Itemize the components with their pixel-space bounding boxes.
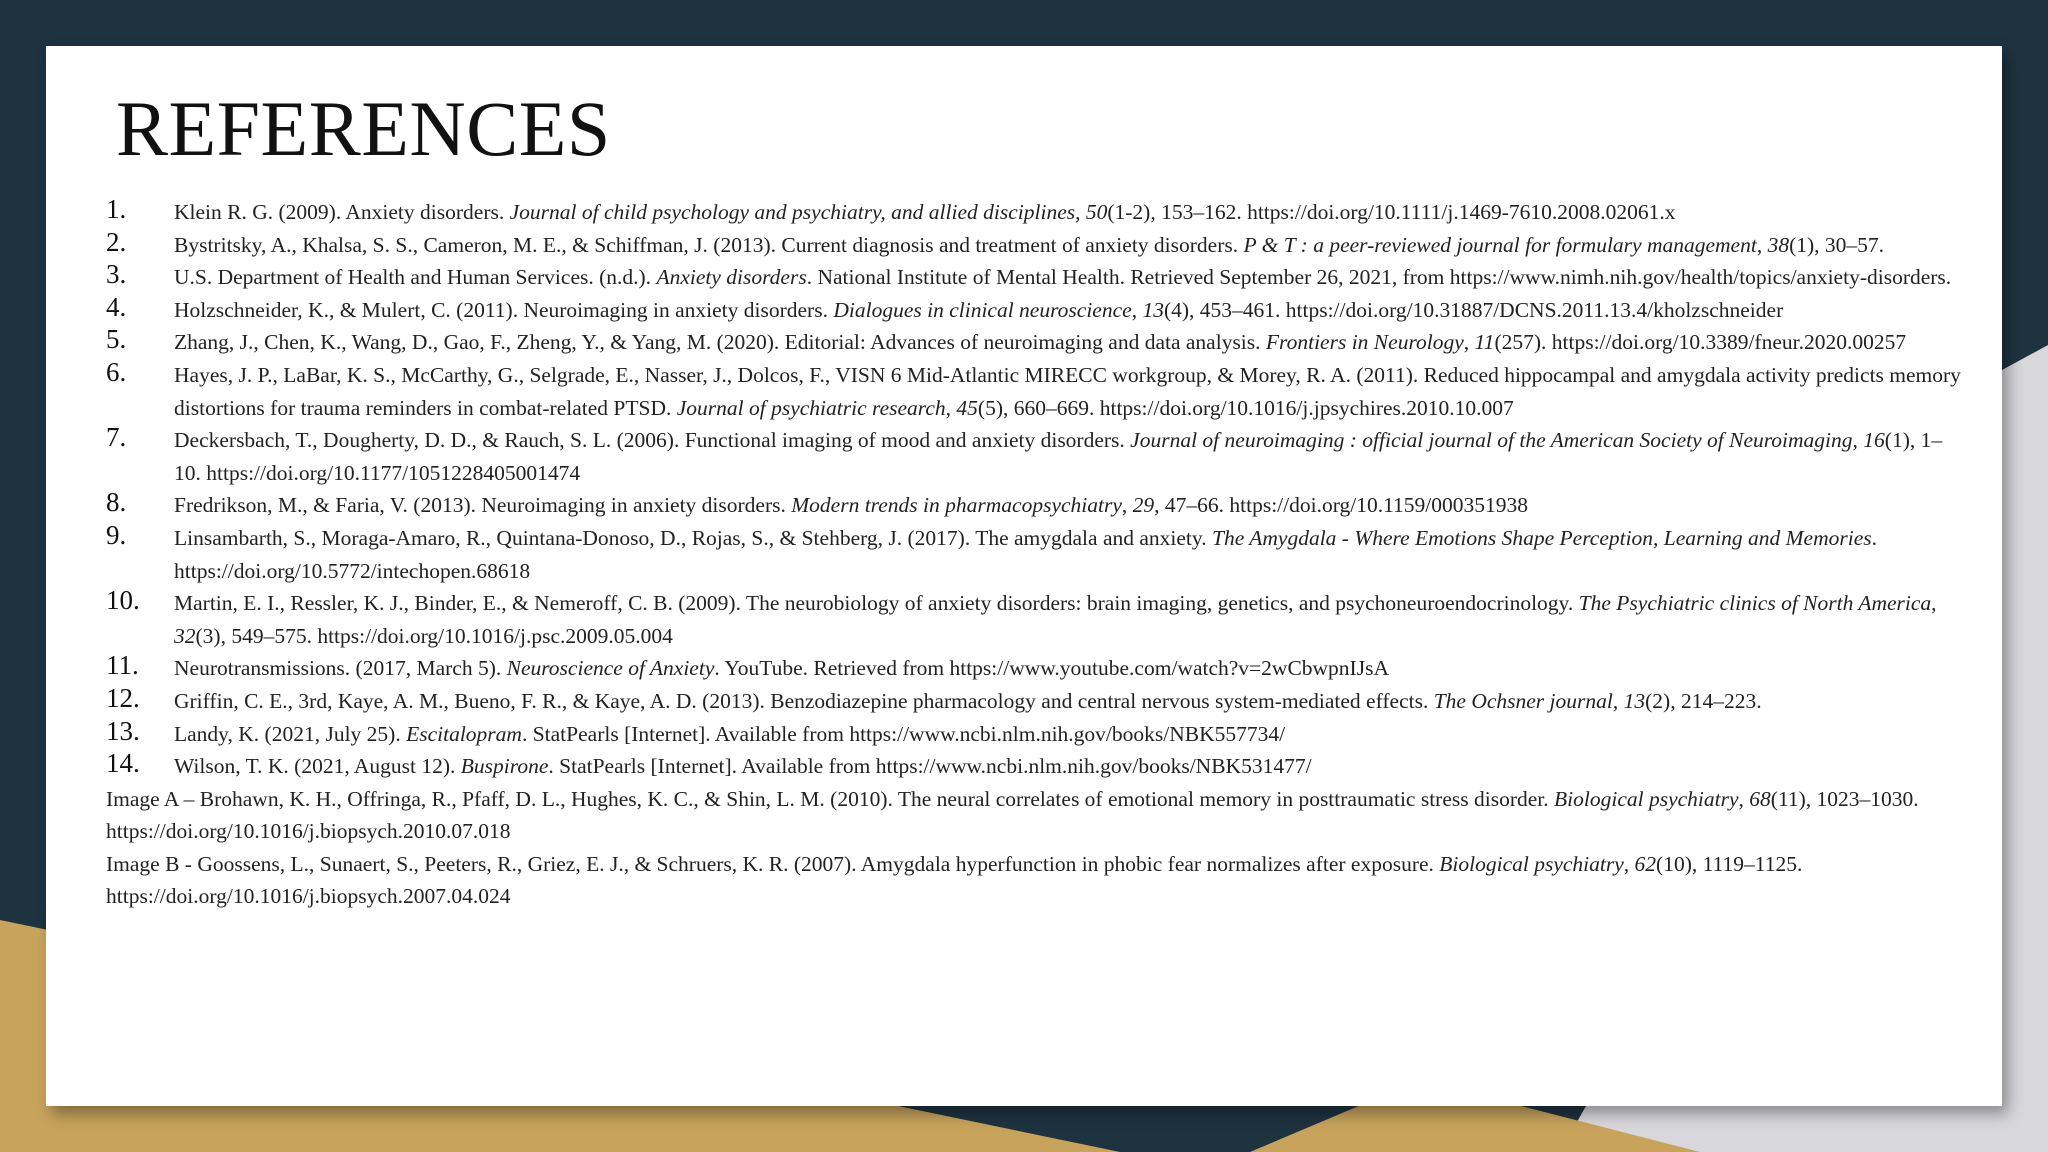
reference-number: 9. <box>106 519 127 550</box>
reference-text: Hayes, J. P., LaBar, K. S., McCarthy, G., Selgrade, E., Nasser, J., Dolcos, F., VISN 6 Mid-Atlantic MIRECC workgroup, & Morey, R. A. (2011). Reduced hippocampal and amygdala activity predicts memory distortions for trauma reminders in combat-related PTSD. Journal of psychiatric research, 45(5), 660–669. https://doi.org/10.1016/j.jpsychires.2010.10.007 <box>174 362 1961 420</box>
reference-list <box>46 196 2002 913</box>
reference-number: 4. <box>106 291 127 322</box>
reference-item <box>46 261 2002 294</box>
reference-number: 12. <box>106 682 140 713</box>
reference-item <box>46 750 2002 783</box>
reference-number: 10. <box>106 585 140 616</box>
reference-text: Deckersbach, T., Dougherty, D. D., & Rauch, S. L. (2006). Functional imaging of mood and anxiety disorders. Journal of neuroimaging : official journal of the American Society of Neuroimaging, 16(1), 1–10. https://doi.org/10.1177/1051228405001474 <box>174 428 1943 485</box>
reference-number: 11. <box>106 650 139 681</box>
reference-text: Wilson, T. K. (2021, August 12). Buspirone. StatPearls [Internet]. Available from https://www.ncbi.nlm.nih.gov/books/NBK531477/ <box>174 754 1312 779</box>
reference-number: 14. <box>106 748 140 779</box>
reference-item <box>46 226 2002 262</box>
reference-item <box>46 424 2002 489</box>
reference-text: Landy, K. (2021, July 25). Escitalopram. StatPearls [Internet]. Available from https://www.ncbi.nlm.nih.gov/books/NBK557734/ <box>174 721 1286 746</box>
reference-number: 13. <box>106 715 140 746</box>
reference-number: 2. <box>106 226 127 257</box>
reference-number: 6. <box>106 356 127 387</box>
page-title: REFERENCES <box>116 85 611 172</box>
reference-text: Martin, E. I., Ressler, K. J., Binder, E., & Nemeroff, C. B. (2009). The neurobiology of anxiety disorders: brain imaging, genetics, and psychoneuroendocrinology. The Psychiatric clinics of North America, 32(3), 549–575. https://doi.org/10.1016/j.psc.2009.05.004 <box>174 591 1937 648</box>
reference-item <box>46 356 2002 424</box>
reference-text: Bystritsky, A., Khalsa, S. S., Cameron, M. E., & Schiffman, J. (2013). Current diagnosis and treatment of anxiety disorders. P & T : a peer-reviewed journal for formulary management, 38(1), 30–57. <box>174 232 1885 257</box>
reference-number: 1. <box>106 194 127 224</box>
reference-text: U.S. Department of Health and Human Services. (n.d.). Anxiety disorders. National Institute of Mental Health. Retrieved September 26, 2021, from https://www.nimh.nih.gov/health/topics/anxiety-disorders. <box>174 265 1952 290</box>
reference-text: Klein R. G. (2009). Anxiety disorders. Journal of child psychology and psychiatry, and allied disciplines, 50(1-2), 153–162. https://doi.org/10.1111/j.1469-7610.2008.02061.x <box>174 200 1676 224</box>
reference-item <box>46 489 2002 522</box>
reference-number: 7. <box>106 422 127 453</box>
reference-item <box>46 587 2002 652</box>
reference-item <box>46 715 2002 751</box>
reference-item <box>46 519 2002 587</box>
reference-text: Fredrikson, M., & Faria, V. (2013). Neuroimaging in anxiety disorders. Modern trends in pharmacopsychiatry, 29, 47–66. https://doi.org/10.1159/000351938 <box>174 493 1529 518</box>
reference-text: Linsambarth, S., Moraga-Amaro, R., Quintana-Donoso, D., Rojas, S., & Stehberg, J. (2017). The amygdala and anxiety. The Amygdala - Where Emotions Shape Perception, Learning and Memories. https://doi.org/10.5772/intechopen.68618 <box>174 525 1877 583</box>
image-reference-item: Image B - Goossens, L., Sunaert, S., Peeters, R., Griez, E. J., & Schruers, K. R. (2007). Amygdala hyperfunction in phobic fear normalizes after exposure. Biological psychiatry, 62(10), 1119–1125. https://doi.org/10.1016/j.biopsych.2007.04.024 <box>106 851 1803 909</box>
image-reference-item: Image A – Brohawn, K. H., Offringa, R., Pfaff, D. L., Hughes, K. C., & Shin, L. M. (2010). The neural correlates of emotional memory in posttraumatic stress disorder. Biological psychiatry, 68(11), 1023–1030. https://doi.org/10.1016/j.biopsych.2010.07.018 <box>106 786 1919 844</box>
reference-text: Holzschneider, K., & Mulert, C. (2011). Neuroimaging in anxiety disorders. Dialogues in clinical neuroscience, 13(4), 453–461. https://doi.org/10.31887/DCNS.2011.13.4/kholzschneider <box>174 297 1784 322</box>
slide-card <box>46 46 2002 1106</box>
reference-number: 3. <box>106 259 127 290</box>
reference-text: Griffin, C. E., 3rd, Kaye, A. M., Bueno, F. R., & Kaye, A. D. (2013). Benzodiazepine pharmacology and central nervous system-mediated effects. The Ochsner journal, 13(2), 214–223. <box>174 688 1762 713</box>
reference-item <box>46 291 2002 327</box>
reference-text: Neurotransmissions. (2017, March 5). Neuroscience of Anxiety. YouTube. Retrieved from https://www.youtube.com/watch?v=2wCbwpnIJsA <box>174 656 1389 681</box>
reference-number: 5. <box>106 324 127 355</box>
reference-item <box>46 682 2002 718</box>
reference-item <box>46 652 2002 685</box>
reference-number: 8. <box>106 487 127 518</box>
reference-item <box>46 326 2002 359</box>
reference-text: Zhang, J., Chen, K., Wang, D., Gao, F., Zheng, Y., & Yang, M. (2020). Editorial: Advances of neuroimaging and data analysis. Frontiers in Neurology, 11(257). https://doi.org/10.3389/fneur.2020.00257 <box>174 330 1907 355</box>
reference-item <box>46 196 2002 229</box>
